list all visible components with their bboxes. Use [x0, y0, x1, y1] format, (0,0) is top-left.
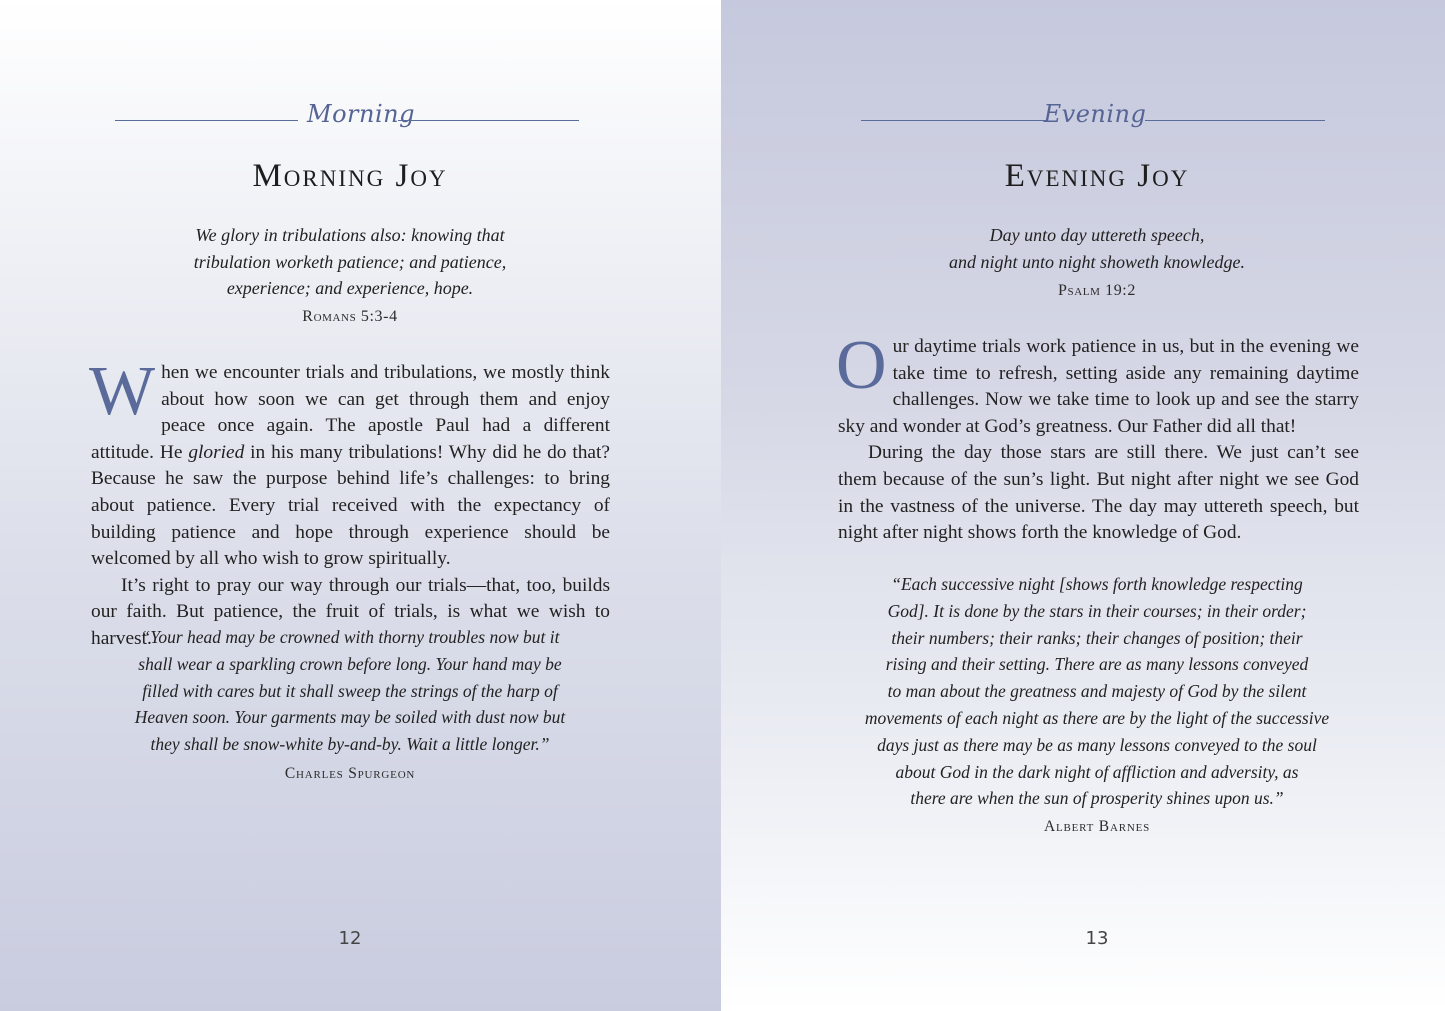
devotional-body	[89, 353, 611, 653]
quote-line: movements of each night as there are by the light of the successive	[864, 707, 1330, 728]
quotation	[847, 571, 1347, 812]
page-title: Morning Joy	[252, 158, 448, 194]
quote-line: days just as there may be as many lessons conveyed to the soul	[877, 734, 1317, 755]
quote-line: to man about the greatness and majesty of God by the silent	[887, 681, 1307, 702]
quote-line: Heaven soon. Your garments may be soiled with dust now but	[134, 707, 566, 728]
right-page	[721, 0, 1445, 1011]
verse-line: and night unto night showeth knowledge.	[949, 251, 1245, 272]
header-rule-right	[1145, 120, 1325, 121]
page-title: Evening Joy	[1004, 158, 1190, 194]
verse-line: Day unto day uttereth speech,	[989, 225, 1205, 245]
quote-line: their numbers; their ranks; their changes of position; their	[891, 627, 1303, 648]
verse-line: experience; and experience, hope.	[226, 278, 474, 299]
body-paragraph: Our daytime trials work patience in us, but in the evening we take time to refresh, setting aside any remaining daytime challenges. Now we take time to look up and see the starry sky and wonder at God’s greatness. Our Father did all that!	[836, 327, 1359, 437]
quote-line: “Your head may be crowned with thorny troubles now but it	[140, 627, 560, 647]
section-header-morning	[115, 100, 579, 140]
scripture-verse	[100, 222, 600, 302]
quotation	[95, 624, 605, 758]
section-label: Evening	[1043, 100, 1147, 128]
body-paragraph: During the day those stars are still there. We just can’t see them because of the sun’s light. But night after night we see God in the vastness of the universe. The day may uttereth speech, but night after night shows forth the knowledge of God.	[838, 442, 1359, 544]
quote-author: Albert Barnes	[1043, 818, 1151, 835]
quote-line: shall wear a sparkling crown before long. Your hand may be	[138, 653, 562, 674]
verse-line: tribulation worketh patience; and patience,	[193, 251, 507, 272]
section-header-evening	[861, 100, 1325, 140]
page-number: 13	[1085, 928, 1109, 949]
quote-line: filled with cares but it shall sweep the strings of the harp of	[142, 680, 558, 701]
page-number: 12	[338, 928, 362, 949]
body-paragraph: It’s right to pray our way through our trials—that, too, builds our faith. But patience, the fruit of trials, is what we wish to harvest.	[91, 574, 610, 649]
devotional-body	[836, 327, 1359, 547]
quote-line: there are when the sun of prosperity shines upon us.”	[910, 788, 1284, 809]
scripture-verse	[847, 222, 1347, 275]
body-paragraph: When we encounter trials and tribulations, we mostly think about how soon we can get through them and enjoy peace once again. The apostle Paul had a different attitude. He gloried in his many tribulations! Why did he do that? Because he saw the purpose behind life’s challenges: to bring about patience. Every trial received with the expectancy of building patience and hope through experience should be welcomed by all who wish to grow spiritually.	[89, 353, 611, 570]
quote-line: God]. It is done by the stars in their courses; in their order;	[887, 600, 1307, 621]
drop-cap: W	[89, 353, 156, 430]
header-rule-left	[115, 120, 298, 121]
quote-line: about God in the dark night of affliction and adversity, as	[895, 761, 1299, 782]
drop-cap: O	[836, 327, 887, 404]
emphasis-text: gloried	[188, 441, 245, 463]
verse-line: We glory in tribulations also: knowing that	[195, 225, 505, 245]
verse-reference: Romans 5:3-4	[302, 308, 398, 325]
left-page	[0, 0, 721, 1011]
quote-line: rising and their setting. There are as many lessons conveyed	[885, 654, 1309, 675]
verse-reference: Psalm 19:2	[1058, 282, 1136, 299]
header-rule-right	[398, 120, 579, 121]
header-rule-left	[861, 120, 1047, 121]
quote-line: they shall be snow-white by-and-by. Wait a little longer.”	[150, 734, 550, 755]
section-label: Morning	[307, 100, 415, 128]
quote-line: “Each successive night [shows forth knowledge respecting	[891, 574, 1303, 594]
quote-author: Charles Spurgeon	[284, 765, 416, 782]
